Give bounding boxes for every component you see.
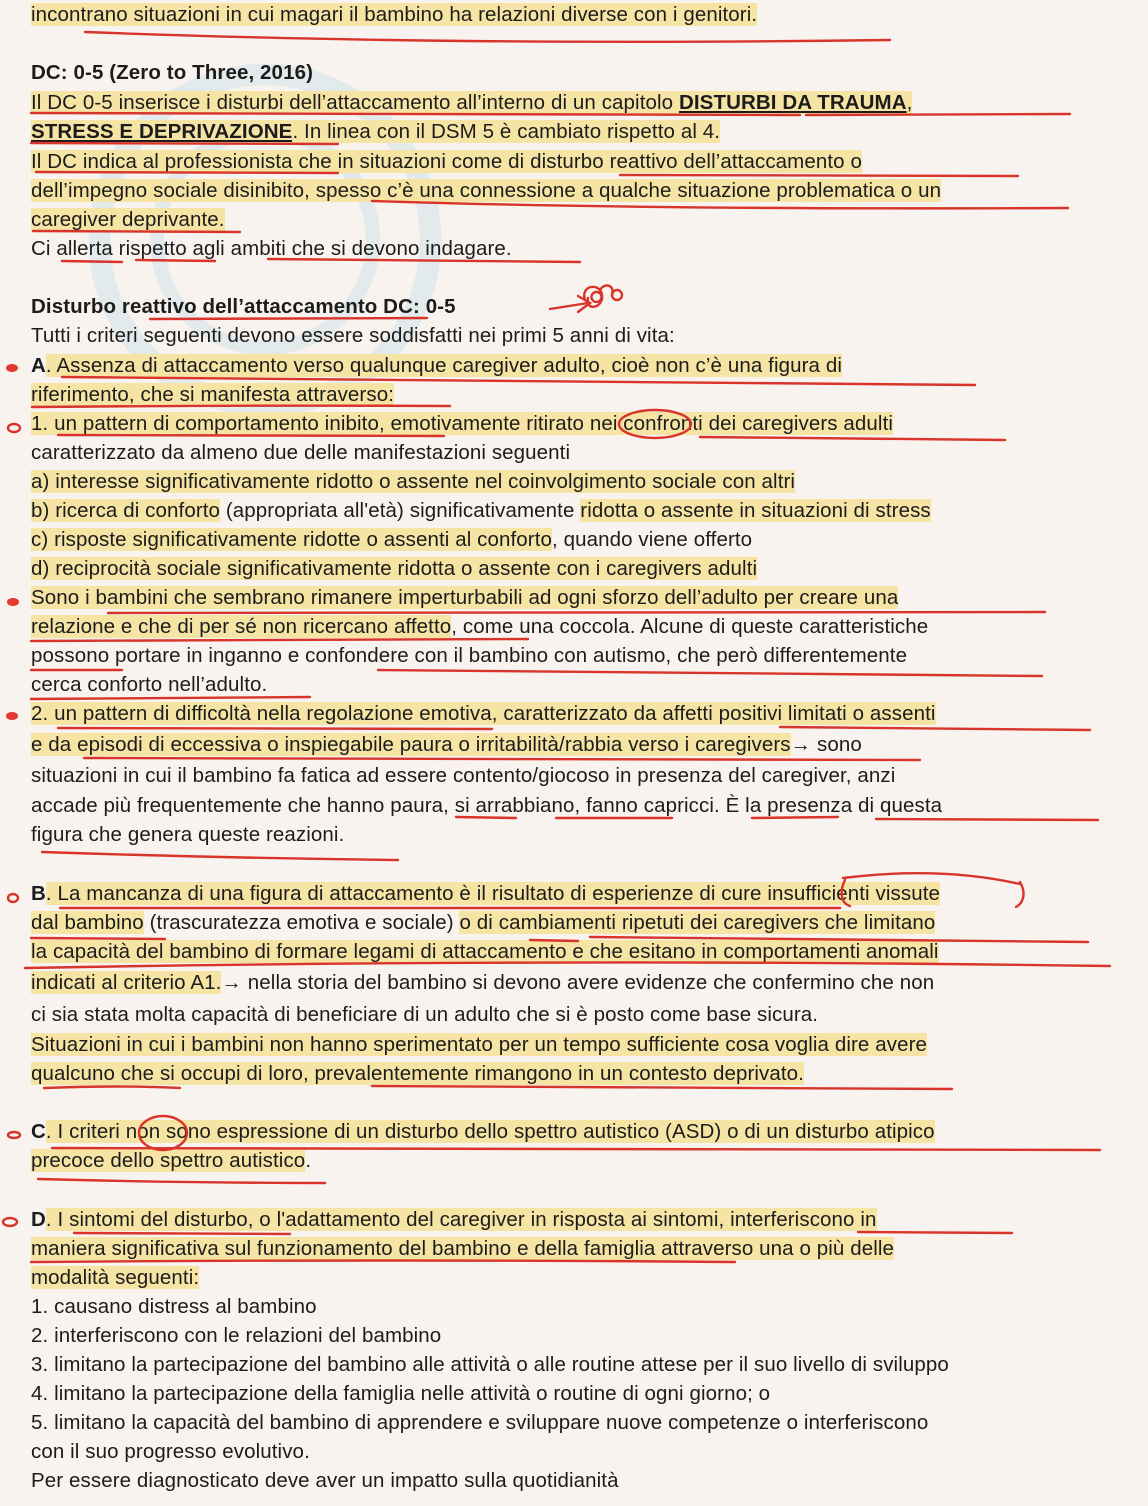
text-line: qualcuno che si occupi di loro, prevalentemente rimangono in un contesto deprivato. [31,1062,804,1085]
text-line: Ci allerta rispetto agli ambiti che si devono indagare. [31,237,512,260]
margin-dot-icon [6,712,18,720]
list-item: 2. interferiscono con le relazioni del bambino [31,1324,442,1347]
text-line: b) ricerca di conforto (appropriata all'età) significativamente ridotta o assente in situazioni di stress [31,499,931,522]
text-line: accade più frequentemente che hanno paura, si arrabbiano, fanno capricci. È la presenza di questa [31,794,943,817]
text-line: a) interesse significativamente ridotto o assente nel coinvolgimento sociale con altri [31,470,796,493]
text-line: relazione e che di per sé non ricercano affetto, come una coccola. Alcune di queste caratteristiche [31,615,929,638]
doodle-icon [584,285,612,306]
text-line: caratterizzato da almeno due delle manifestazioni seguenti [31,441,571,464]
margin-dot-icon [6,364,18,372]
text-line: indicati al criterio A1.→ nella storia del bambino si devono avere evidenze che confermino che non [31,971,935,994]
criterion-a-line: A. Assenza di attaccamento verso qualunque caregiver adulto, cioè non c’è una figura di [31,354,842,377]
text-line: riferimento, che si manifesta attraverso: [31,383,394,406]
text-line: incontrano situazioni in cui magari il bambino ha relazioni diverse con i genitori. [31,3,758,26]
section-heading: Disturbo reattivo dell’attaccamento DC: 0-5 [31,295,456,318]
text-line: modalità seguenti: [31,1266,200,1289]
criterion-b-line: B. La mancanza di una figura di attaccamento è il risultato di esperienze di cure insufficienti vissute [31,882,940,905]
text-line: situazioni in cui il bambino fa fatica ad essere contento/giocoso in presenza del caregiver, anzi [31,764,896,787]
text-line: dell’impegno sociale disinibito, spesso c’è una connessione a qualche situazione problematica o un [31,179,942,202]
text-line: Il DC indica al professionista che in situazioni come di disturbo reattivo dell’attaccamento o [31,150,862,173]
arrow-icon [550,296,590,312]
criterion-d-line: D. I sintomi del disturbo, o l'adattamento del caregiver in risposta ai sintomi, interferiscono in [31,1208,877,1231]
margin-dot-icon [7,598,19,606]
section-heading: DC: 0-5 (Zero to Three, 2016) [31,61,313,84]
underline [38,1179,325,1183]
text-line: 2. un pattern di difficoltà nella regolazione emotiva, caratterizzato da affetti positivi limitati o assenti [31,702,936,725]
margin-dot-icon [8,424,20,432]
criterion-c-line: C. I criteri non sono espressione di un disturbo dello spettro autistico (ASD) o di un disturbo atipico [31,1120,935,1143]
text-line: caregiver deprivante. [31,208,225,231]
text-line: Il DC 0-5 inserisce i disturbi dell’attaccamento all’interno di un capitolo DISTURBI DA TRAUMA, [31,91,913,114]
text-line: ci sia stata molta capacità di beneficiare di un adulto che si è posto come base sicura. [31,1003,819,1026]
text-line: cerca conforto nell’adulto. [31,673,268,696]
text-line: Per essere diagnosticato deve aver un impatto sulla quotidianità [31,1469,619,1492]
text-line: precoce dello spettro autistico. [31,1149,312,1172]
underline [42,852,398,860]
text-line: possono portare in inganno e confondere con il bambino con autismo, che però differentemente [31,644,908,667]
margin-dot-icon [3,1218,17,1226]
margin-dot-icon [8,1132,20,1138]
text-line: dal bambino (trascuratezza emotiva e sociale) o di cambiamenti ripetuti dei caregivers che limitano [31,911,936,934]
text-line: Situazioni in cui i bambini non hanno sperimentato per un tempo sufficiente cosa voglia dire avere [31,1033,928,1056]
doodle-icon [612,290,622,300]
list-item: con il suo progresso evolutivo. [31,1440,310,1463]
text-line: e da episodi di eccessiva o inspiegabile paura o irritabilità/rabbia verso i caregivers→ sono [31,733,862,756]
margin-dot-icon [8,894,18,902]
text-line: Tutti i criteri seguenti devono essere soddisfatti nei primi 5 anni di vita: [31,324,675,347]
text-line: maniera significativa sul funzionamento del bambino e della famiglia attraverso una o più delle [31,1237,895,1260]
text-line: 1. un pattern di comportamento inibito, emotivamente ritirato nei confronti dei caregivers adulti [31,412,894,435]
text-line: Sono i bambini che sembrano rimanere imperturbabili ad ogni sforzo dell’adulto per creare una [31,586,899,609]
text-line: c) risposte significativamente ridotte o assenti al conforto, quando viene offerto [31,528,753,551]
underline [85,32,890,42]
list-item: 4. limitano la partecipazione della famiglia nelle attività o routine di ogni giorno; o [31,1382,771,1405]
list-item: 3. limitano la partecipazione del bambino alle attività o alle routine attese per il suo livello di sviluppo [31,1353,949,1376]
text-line: d) reciprocità sociale significativamente ridotta o assente con i caregivers adulti [31,557,758,580]
text-line: figura che genera queste reazioni. [31,823,345,846]
list-item: 1. causano distress al bambino [31,1295,317,1318]
text-line: STRESS E DEPRIVAZIONE. In linea con il DSM 5 è cambiato rispetto al 4. [31,120,721,143]
list-item: 5. limitano la capacità del bambino di apprendere e sviluppare nuove competenze o interferiscono [31,1411,929,1434]
text-line: la capacità del bambino di formare legami di attaccamento e che esitano in comportamenti anomali [31,940,939,963]
